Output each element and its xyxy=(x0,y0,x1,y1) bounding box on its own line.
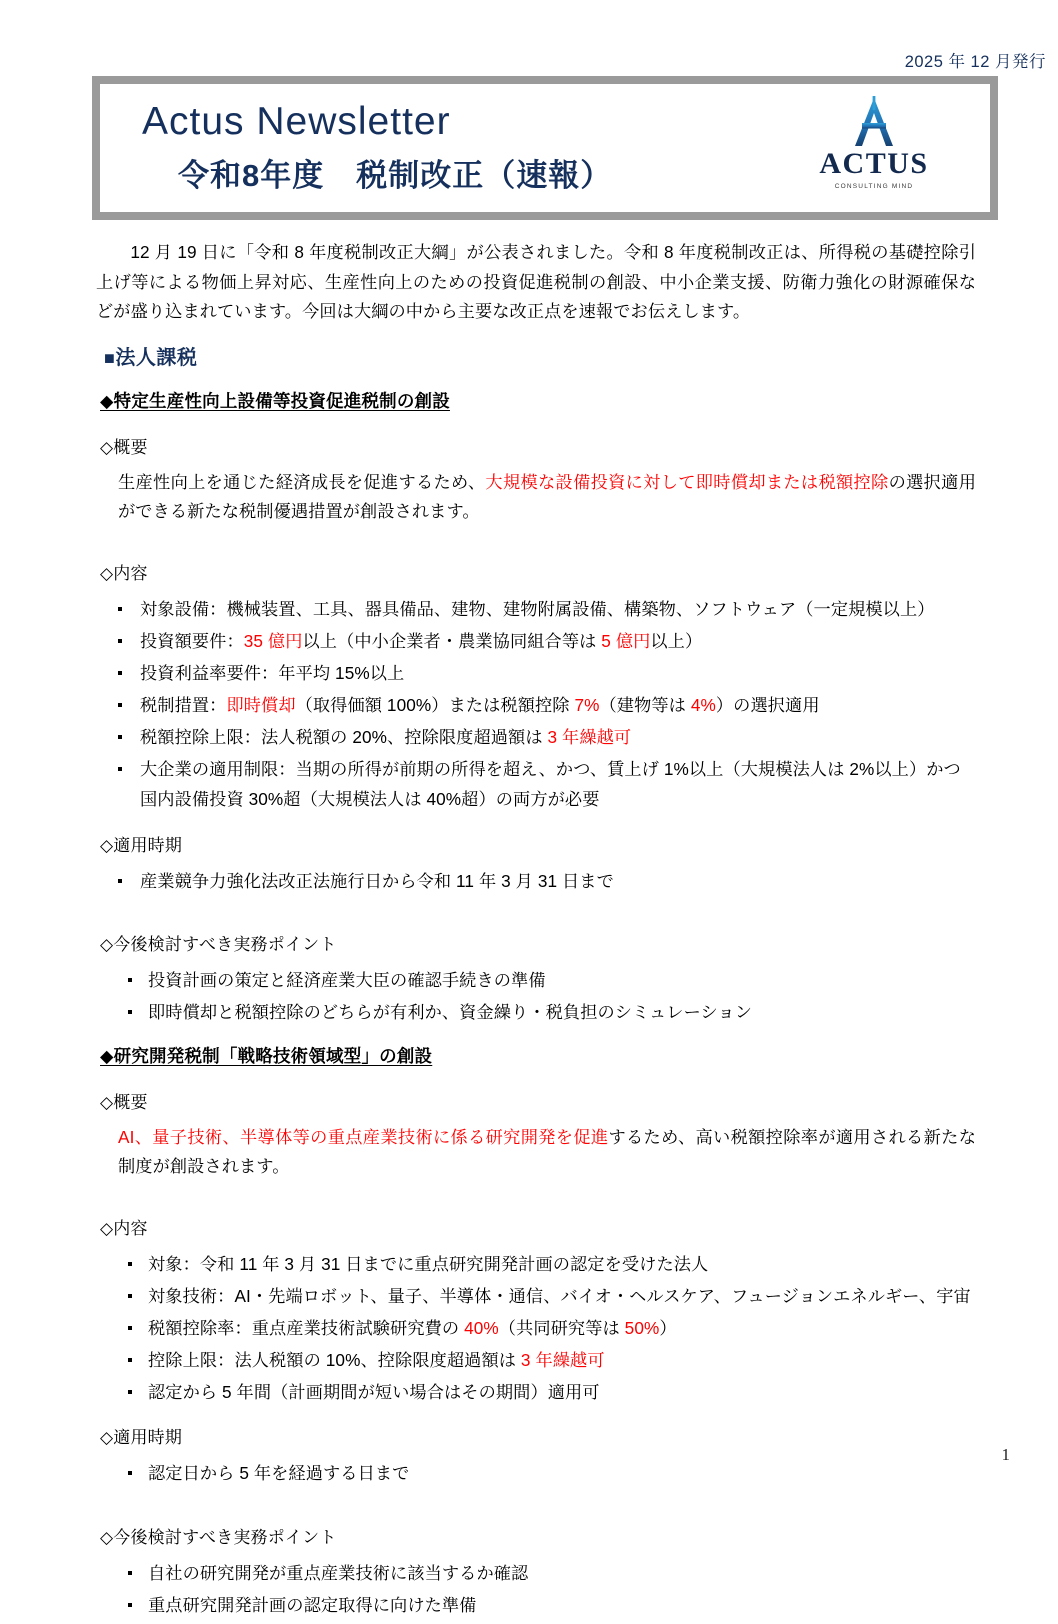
highlight-text: AI、量子技術、半導体等の重点産業技術に係る研究開発を促進 xyxy=(118,1126,609,1147)
section xyxy=(96,1043,976,1620)
plain-text: 対象：令和 11 年 3 月 31 日までに重点研究開発計画の認定を受けた法人 xyxy=(148,1253,709,1274)
list-item xyxy=(96,1558,976,1588)
list-item xyxy=(96,658,976,688)
highlight-text: 50% xyxy=(624,1318,660,1339)
overview-label: ◇概要 xyxy=(100,437,148,457)
issue-date: 2025 年 12 月発行 xyxy=(904,53,1046,71)
highlight-text: 3 年繰越可 xyxy=(520,1350,605,1371)
brand-subtitle: 令和8年度 税制改正（速報） xyxy=(178,158,613,193)
highlight-text: 4% xyxy=(690,695,716,716)
list-item xyxy=(96,722,976,752)
overview-label: ◇概要 xyxy=(100,1092,148,1112)
brand-title: Actus Newsletter xyxy=(142,100,451,143)
list-item xyxy=(96,690,976,720)
spacer xyxy=(96,535,976,543)
spacer xyxy=(96,1493,976,1507)
spacer xyxy=(96,900,976,914)
plain-text: 産業競争力強化法改正法施行日から令和 11 年 3 月 31 日まで xyxy=(140,870,614,891)
category-heading xyxy=(104,341,976,370)
list-item xyxy=(96,1249,976,1279)
plain-text: 税額控除上限：法人税額の 20%、控除限度超過額は xyxy=(140,727,548,748)
list-item xyxy=(96,1458,976,1488)
list-item xyxy=(96,1377,976,1407)
plain-text: 認定日から 5 年を経過する日まで xyxy=(148,1463,410,1484)
highlight-text: 3 年繰越可 xyxy=(547,727,632,748)
intro-paragraph: 12 月 19 日に「令和 8 年度税制改正大綱」が公表されました。令和 8 年度税制改正は、所得税の基礎控除引上げ等による物価上昇対応、生産性向上のための投資促進税制の創設、中小企業支援、防衛力強化の財源確保などが盛り込まれています。今回は大綱の中から主要な改正点を速報でお伝えします。 xyxy=(96,242,976,322)
list-item xyxy=(96,754,976,814)
overview-paragraph xyxy=(118,468,976,527)
list-item xyxy=(96,1313,976,1343)
points-list xyxy=(96,1558,976,1620)
highlight-text: 7% xyxy=(574,695,600,716)
plain-text: ）の選択適用 xyxy=(715,695,820,716)
points-label: ◇今後検討すべき実務ポイント xyxy=(100,1527,337,1547)
plain-text: の選択適用ができる新たな税制優遇措置が創設されます。 xyxy=(118,471,976,522)
points-list xyxy=(96,965,976,1027)
plain-text: 対象設備：機械装置、工具、器具備品、建物、建物附属設備、構築物、ソフトウェア（一定規模以上） xyxy=(140,598,935,619)
timing-label: ◇適用時期 xyxy=(100,1428,183,1448)
content-label: ◇内容 xyxy=(100,563,148,583)
page-number: 1 xyxy=(1001,1445,1010,1464)
points-label: ◇今後検討すべき実務ポイント xyxy=(100,934,337,954)
list-item xyxy=(96,997,976,1027)
list-item xyxy=(96,1281,976,1311)
plain-text: 投資額要件： xyxy=(140,630,244,651)
masthead-inner xyxy=(100,84,990,212)
plain-text: 即時償却と税額控除のどちらが有利か、資金繰り・税負担のシミュレーション xyxy=(148,1001,753,1022)
plain-text: （建物等は xyxy=(599,695,691,716)
plain-text: 税額控除率：重点産業技術試験研究費の xyxy=(148,1318,465,1339)
overview-paragraph xyxy=(118,1123,976,1182)
square-bullet-icon: ■ xyxy=(104,347,116,368)
plain-text: 投資利益率要件：年平均 15%以上 xyxy=(140,663,405,684)
timing-label: ◇適用時期 xyxy=(100,835,183,855)
highlight-text: 5 億円 xyxy=(601,630,651,651)
content-list xyxy=(96,594,976,815)
list-item xyxy=(96,866,976,896)
plain-text: 税制措置： xyxy=(140,695,227,716)
plain-text: 以上） xyxy=(650,630,703,651)
highlight-text: 40% xyxy=(464,1318,499,1339)
list-item xyxy=(96,1345,976,1375)
spacer xyxy=(96,1190,976,1198)
plain-text: （取得価額 100%）または税額控除 xyxy=(295,695,575,716)
actus-a-mark xyxy=(845,96,903,148)
list-item xyxy=(96,965,976,995)
category-heading-label: 法人課税 xyxy=(115,346,198,369)
highlight-text: 大規模な設備投資に対して即時償却または税額控除 xyxy=(485,471,889,492)
plain-text: （共同研究等は xyxy=(498,1318,625,1339)
plain-text: 投資計画の策定と経済産業大臣の確認手続きの準備 xyxy=(148,969,546,990)
plain-text: 自社の研究開発が重点産業技術に該当するか確認 xyxy=(148,1562,529,1583)
list-item xyxy=(96,594,976,624)
content-label: ◇内容 xyxy=(100,1218,148,1238)
plain-text: 認定から 5 年間（計画期間が短い場合はその期間）適用可 xyxy=(148,1382,600,1403)
section-title: ◆研究開発税制「戦略技術領域型」の創設 xyxy=(100,1045,433,1066)
section-title: ◆特定生産性向上設備等投資促進税制の創設 xyxy=(100,390,450,411)
plain-text: ） xyxy=(659,1318,677,1339)
masthead-frame xyxy=(92,76,998,220)
content-list xyxy=(96,1249,976,1407)
highlight-text: 即時償却 xyxy=(226,695,296,716)
highlight-text: 35 億円 xyxy=(243,630,303,651)
plain-text: するため、高い税額控除率が適用される新たな制度が創設されます。 xyxy=(118,1126,976,1177)
section xyxy=(96,388,976,1027)
plain-text: 以上（中小企業者・農業協同組合等は xyxy=(302,630,602,651)
timing-list xyxy=(96,1458,976,1488)
plain-text: 重点研究開発計画の認定取得に向けた準備 xyxy=(148,1594,477,1615)
list-item xyxy=(96,626,976,656)
plain-text: 生産性向上を通じた経済成長を促進するため、 xyxy=(118,471,486,492)
plain-text: 対象技術：AI・先端ロボット、量子、半導体・通信、バイオ・ヘルスケア、フュージョンエネルギー、宇宙 xyxy=(148,1286,971,1307)
plain-text: 大企業の適用制限：当期の所得が前期の所得を超え、かつ、賃上げ 1%以上（大規模法人は 2%以上）かつ国内設備投資 30%超（大規模法人は 40%超）の両方が必要 xyxy=(140,759,961,810)
timing-list xyxy=(96,866,976,896)
actus-tagline: CONSULTING MIND xyxy=(834,183,914,190)
list-item xyxy=(96,1590,976,1620)
document-body xyxy=(96,238,976,1624)
sections-container xyxy=(96,388,976,1620)
actus-logo xyxy=(794,96,954,190)
plain-text: 控除上限：法人税額の 10%、控除限度超過額は xyxy=(148,1350,521,1371)
actus-wordmark: ACTUS xyxy=(819,147,929,180)
